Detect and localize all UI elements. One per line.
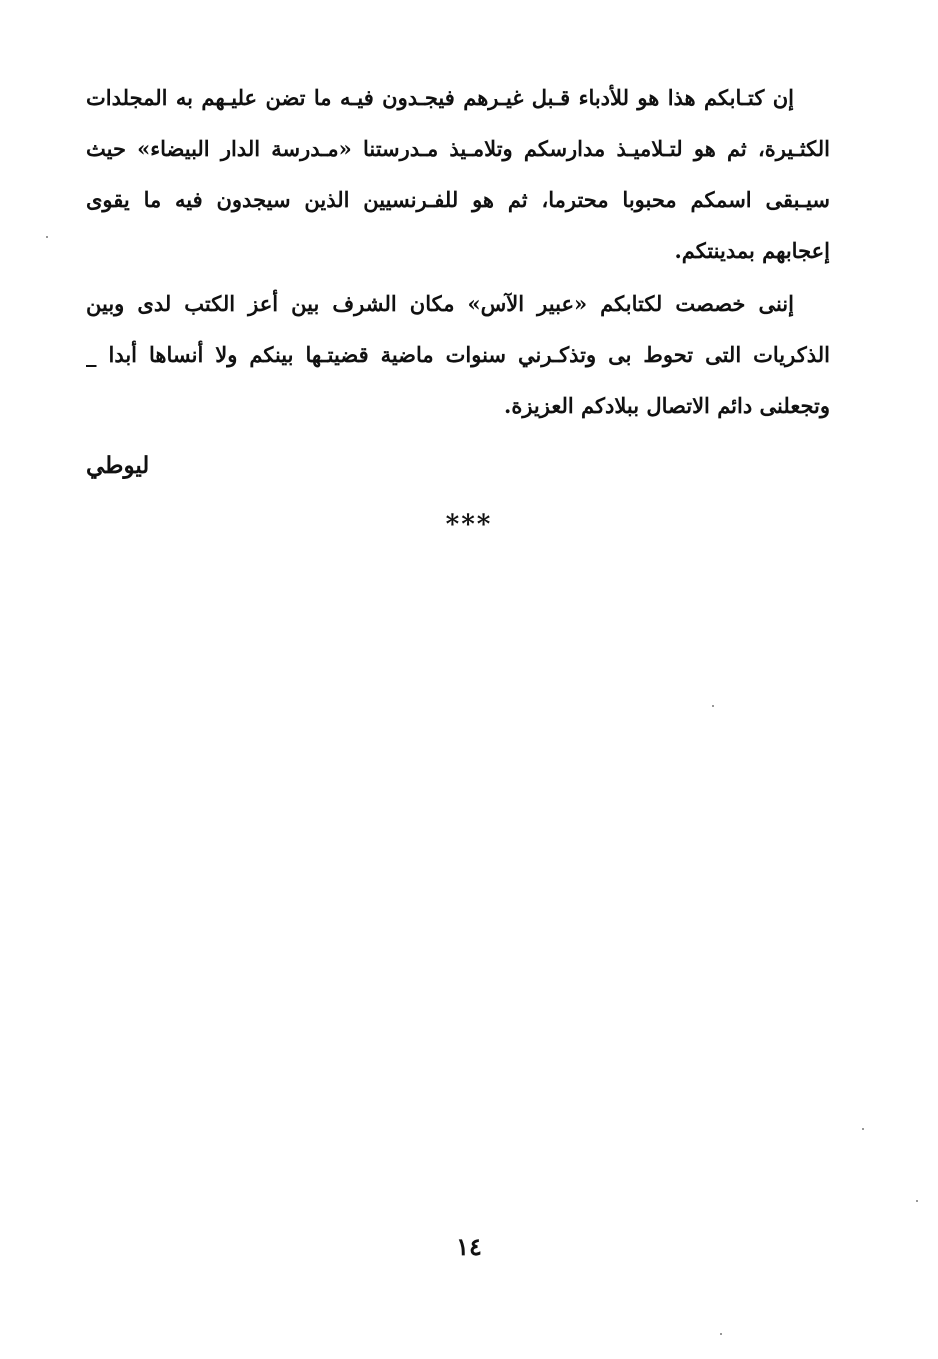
scan-speck (720, 1333, 722, 1335)
scan-speck (916, 1200, 918, 1202)
paragraph-2: إننى خصصت لكتابكم «عبير الآس» مكان الشرف بين أعز الكتب لدى وبين الذكريات التى تحوط بى وتذكـرني سنوات ماضية قضيتـها بينكم ولا أنساها أبدا _ وتجعلنى دائم الاتصال ببلادكم العزيزة. (86, 291, 830, 418)
scan-speck (712, 705, 714, 707)
signature: ليوطي (86, 452, 150, 479)
scan-speck (862, 1128, 864, 1130)
section-separator: *** (445, 510, 493, 540)
paragraph-1: إن كتـابكم هذا هو للأدباء قـبل غيـرهم فيجـدون فيـه ما تضن عليـهم به المجلدات الكثـيرة، ثم هو لتـلاميـذ مدارسكم وتلامـيذ مـدرستنا «مـدرسة الدار البيضاء» حيث سيـبقى اسمكم محبوبا محترما، ثم هو للفـرنسيين الذين سيجدون فيه ما يقوى إعجابهم بمدينتكم. (86, 85, 830, 263)
scan-speck (46, 236, 48, 238)
page-number: ١٤ (456, 1232, 482, 1261)
